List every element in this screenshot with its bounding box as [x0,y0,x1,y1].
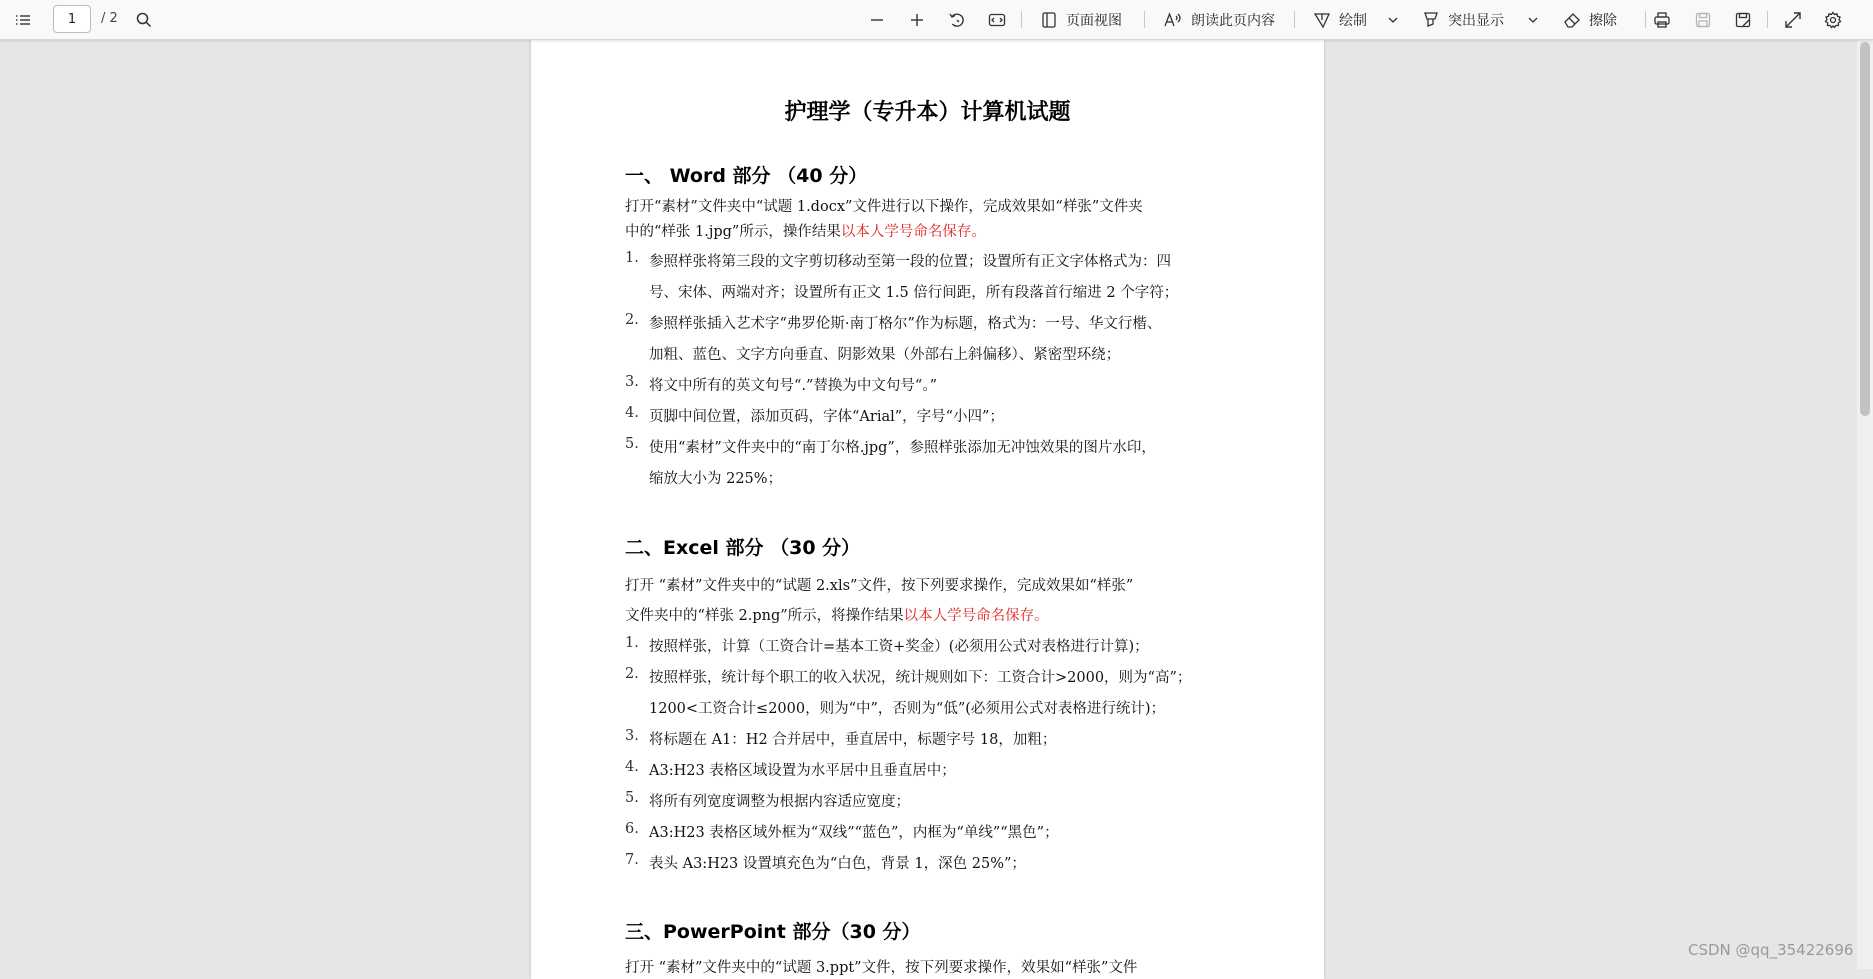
toolbar-divider [1767,11,1768,28]
save-as-icon[interactable] [1734,0,1752,39]
fullscreen-icon[interactable] [1784,0,1802,39]
page-number-input[interactable] [53,5,91,33]
eraser-icon [1563,11,1581,29]
section-heading-word: 一、 Word 部分 （40 分） [625,165,868,187]
list-text: 表头 A3:H23 设置填充色为“白色，背景 1，深色 25%”； [649,856,1026,872]
save-instruction-red: 以本人学号命名保存 [840,224,972,240]
section-heading-powerpoint: 三、PowerPoint 部分（30 分） [625,921,921,943]
list-number: 1. [625,635,639,651]
toolbar-divider [1294,11,1295,28]
list-number: 1. [625,250,639,266]
print-icon[interactable] [1653,0,1671,39]
list-text: 将文中所有的英文句号“.”替换为中文句号“。” [649,378,938,394]
list-text: 按照样张，计算（工资合计=基本工资+奖金）(必须用公式对表格进行计算)； [649,639,1149,655]
read-aloud-button[interactable] [1163,0,1275,39]
list-number: 2. [625,312,639,328]
pdf-toolbar [0,0,1873,40]
list-number: 2. [625,666,639,682]
chevron-down-icon[interactable] [1387,0,1399,39]
search-icon[interactable] [135,0,153,39]
scrollbar-thumb[interactable] [1860,42,1870,416]
erase-button[interactable] [1563,0,1617,39]
list-text: 1200<工资合计≤2000，则为“中”，否则为“低”(必须用公式对表格进行统计)； [649,701,1166,717]
list-number: 6. [625,821,639,837]
section2-intro-line2 [625,604,1237,625]
list-number: 5. [625,790,639,806]
save-instruction-red: 以本人学号命名保存 [903,608,1035,624]
zoom-in-icon[interactable] [908,0,926,39]
page-total: / 2 [101,11,118,26]
toolbar-divider [1021,11,1022,28]
list-text: 加粗、蓝色、文字方向垂直、阴影效果（外部右上斜偏移）、紧密型环绕； [649,347,1121,363]
list-text: 按照样张，统计每个职工的收入状况，统计规则如下：工资合计>2000，则为“高”； [649,670,1192,686]
section-heading-excel: 二、Excel 部分 （30 分） [625,537,861,559]
rotate-icon[interactable] [948,0,966,39]
contents-list-icon[interactable] [14,0,32,39]
draw-label: 绘制 [1339,12,1367,29]
section1-intro-line1: 打开“素材”文件夹中“试题 1.docx”文件进行以下操作，完成效果如“样张”文件夹 [625,199,1143,215]
highlight-button[interactable] [1422,0,1504,39]
list-text: 参照样张插入艺术字“弗罗伦斯·南丁格尔”作为标题，格式为：一号、华文行楷、 [649,316,1162,332]
highlight-label: 突出显示 [1448,12,1504,29]
read-aloud-label: 朗读此页内容 [1191,12,1275,29]
section1-intro-line2 [625,220,1237,241]
section2-intro-line1: 打开 “素材”文件夹中的“试题 2.xls”文件，按下列要求操作，完成效果如“样张” [625,578,1134,594]
list-number: 7. [625,852,639,868]
read-aloud-icon [1163,11,1183,29]
list-text: A3:H23 表格区域外框为“双线”“蓝色”，内框为“单线”“黑色”； [649,825,1059,841]
list-text: A3:H23 表格区域设置为水平居中且垂直居中； [649,763,956,779]
document-title: 护理学（专升本）计算机试题 [784,100,1071,125]
list-number: 3. [625,728,639,744]
draw-pen-icon [1313,11,1331,29]
fit-width-icon[interactable] [988,0,1006,39]
intro-period: 。 [971,224,986,240]
page-view-label: 页面视图 [1066,12,1122,29]
intro-text: 中的“样张 1.jpg”所示，操作结果 [625,224,841,240]
save-icon[interactable] [1694,0,1712,39]
chevron-down-icon[interactable] [1527,0,1539,39]
list-text: 号、宋体、两端对齐；设置所有正文 1.5 倍行间距，所有段落首行缩进 2 个字符； [649,285,1179,301]
document-page [531,39,1324,979]
zoom-out-icon[interactable] [868,0,886,39]
toolbar-divider [1645,11,1646,28]
list-text: 将所有列宽度调整为根据内容适应宽度； [649,794,910,810]
intro-text: 文件夹中的“样张 2.png”所示，将操作结果 [625,608,904,624]
page-view-button[interactable] [1040,0,1122,39]
intro-period: 。 [1034,608,1049,624]
list-text: 参照样张将第三段的文字剪切移动至第一段的位置；设置所有正文字体格式为：四 [649,254,1171,270]
list-text: 页脚中间位置，添加页码，字体“Arial”，字号“小四”； [649,409,1004,425]
list-number: 5. [625,436,639,452]
list-number: 4. [625,405,639,421]
list-number: 4. [625,759,639,775]
highlighter-icon [1422,11,1440,29]
list-number: 3. [625,374,639,390]
settings-gear-icon[interactable] [1824,0,1842,39]
list-text: 将标题在 A1：H2 合并居中，垂直居中，标题字号 18，加粗； [649,732,1057,748]
list-text: 使用“素材”文件夹中的“南丁尔格.jpg”，参照样张添加无冲蚀效果的图片水印， [649,440,1156,456]
csdn-watermark: CSDN @qq_35422696 [1688,941,1854,959]
page-view-icon [1040,11,1058,29]
draw-button[interactable] [1313,0,1367,39]
erase-label: 擦除 [1589,12,1617,29]
toolbar-divider [1144,11,1145,28]
section3-intro-line1: 打开 “素材”文件夹中的“试题 3.ppt”文件，按下列要求操作，效果如“样张”文件 [625,960,1138,976]
list-text: 缩放大小为 225%； [649,471,783,487]
